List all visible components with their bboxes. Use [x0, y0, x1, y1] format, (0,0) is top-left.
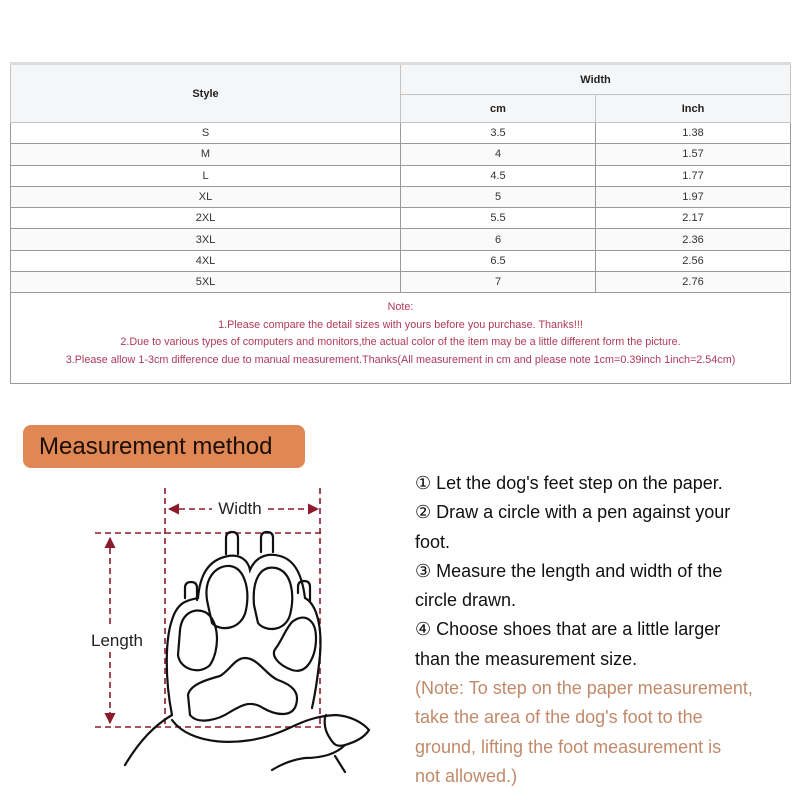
- cell-inch: 1.57: [596, 144, 791, 165]
- note-line-3: ground, lifting the foot measurement is: [415, 736, 722, 757]
- cell-cm: 3.5: [401, 123, 596, 144]
- cell-cm: 4.5: [401, 165, 596, 186]
- table-row: [11, 144, 791, 165]
- table-row: [11, 208, 791, 229]
- table-row: [11, 123, 791, 144]
- note-line-1: (Note: To step on the paper measurement,: [415, 678, 753, 699]
- paw-measurement-diagram: [80, 480, 390, 780]
- paw-drawing: [125, 532, 369, 772]
- header-inch: Inch: [596, 95, 791, 123]
- notes-cell: [11, 293, 791, 384]
- cell-cm: 4: [401, 144, 596, 165]
- claw-icon: [185, 582, 197, 600]
- table-header-row: [11, 64, 791, 95]
- step-4: ④ Choose shoes that are a little larger: [415, 619, 721, 640]
- cell-inch: 2.56: [596, 250, 791, 271]
- step-4-cont: than the measurement size.: [415, 648, 638, 669]
- table-row: [11, 186, 791, 207]
- cell-inch: 2.17: [596, 208, 791, 229]
- notes-line-2: 2.Due to various types of computers and monitors,the actual color of the item may be a little different form the picture.: [120, 336, 681, 349]
- cell-cm: 6.5: [401, 250, 596, 271]
- cell-style: XL: [11, 186, 401, 207]
- step-3-cont: circle drawn.: [415, 590, 517, 611]
- cell-cm: 5: [401, 186, 596, 207]
- cell-cm: 7: [401, 272, 596, 293]
- cell-style: 4XL: [11, 250, 401, 271]
- note-line-4: not allowed.): [415, 765, 518, 786]
- toe-pad: [254, 568, 293, 629]
- step-2: ② Draw a circle with a pen against your: [415, 502, 731, 523]
- main-pad: [188, 658, 297, 721]
- cell-style: M: [11, 144, 401, 165]
- table-row: [11, 229, 791, 250]
- cell-inch: 1.77: [596, 165, 791, 186]
- cell-style: 5XL: [11, 272, 401, 293]
- header-width: Width: [401, 64, 791, 95]
- step-1: ① Let the dog's feet step on the paper.: [415, 473, 723, 493]
- cell-inch: 1.38: [596, 123, 791, 144]
- width-label: Width: [218, 499, 262, 518]
- notes-line-3: 3.Please allow 1-3cm difference due to manual measurement.Thanks(All measurement in cm and please note 1cm=0.39inch 1inch=2.54cm): [65, 353, 736, 366]
- notes-title: Note:: [387, 301, 414, 314]
- cell-style: L: [11, 165, 401, 186]
- table-row: [11, 165, 791, 186]
- cell-cm: 5.5: [401, 208, 596, 229]
- measurement-method-title: Measurement method: [39, 433, 273, 460]
- toe-pad: [274, 618, 316, 671]
- cell-style: 3XL: [11, 229, 401, 250]
- notes-line-1: 1.Please compare the detail sizes with yours before you purchase. Thanks!!!: [218, 318, 583, 331]
- cell-cm: 6: [401, 229, 596, 250]
- note-line-2: take the area of the dog's foot to the: [415, 707, 703, 728]
- measurement-method-badge: [23, 425, 305, 468]
- header-cm: cm: [401, 95, 596, 123]
- hand-finger: [272, 745, 345, 770]
- hand-line: [335, 756, 345, 772]
- size-table: [10, 62, 791, 384]
- measurement-steps: [415, 469, 795, 791]
- cell-style: 2XL: [11, 208, 401, 229]
- cell-inch: 2.76: [596, 272, 791, 293]
- step-3: ③ Measure the length and width of the: [415, 560, 723, 581]
- claw-icon: [261, 532, 273, 552]
- step-2-cont: foot.: [415, 531, 451, 552]
- table-row: [11, 250, 791, 271]
- cell-inch: 1.97: [596, 186, 791, 207]
- claw-icon: [226, 532, 238, 554]
- cell-inch: 2.36: [596, 229, 791, 250]
- table-row: [11, 272, 791, 293]
- header-style: Style: [11, 64, 401, 123]
- length-label: Length: [91, 631, 143, 650]
- cell-style: S: [11, 123, 401, 144]
